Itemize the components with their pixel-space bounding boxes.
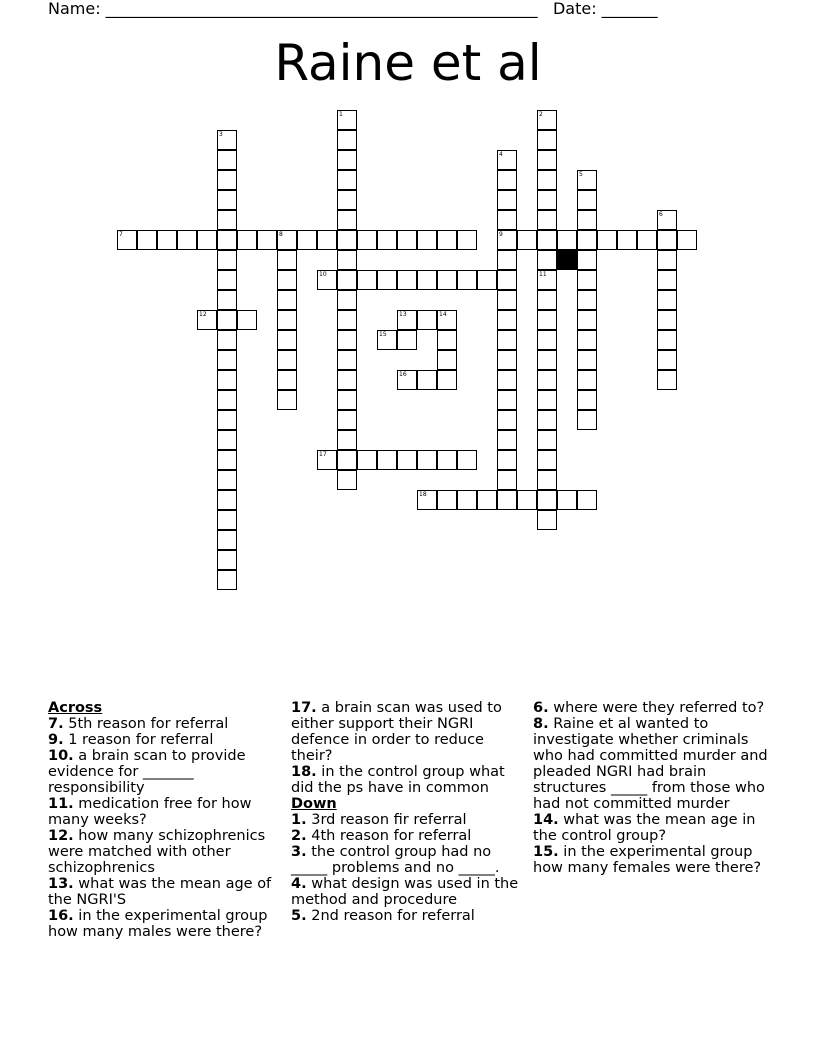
clue-text: 3rd reason fir referral bbox=[311, 812, 467, 828]
grid-cell[interactable] bbox=[257, 230, 277, 250]
grid-cell[interactable] bbox=[277, 310, 297, 330]
clue-number: 7. bbox=[48, 716, 64, 732]
clue-across-12 bbox=[48, 828, 276, 876]
grid-cell[interactable] bbox=[577, 310, 597, 330]
grid-cell[interactable] bbox=[397, 450, 417, 470]
cell-number: 18 bbox=[419, 491, 427, 498]
grid-cell[interactable] bbox=[417, 270, 437, 290]
grid-cell[interactable] bbox=[437, 350, 457, 370]
clue-down-15 bbox=[533, 844, 771, 876]
clues-column-3 bbox=[533, 700, 771, 876]
grid-cell[interactable] bbox=[277, 370, 297, 390]
grid-cell[interactable] bbox=[337, 370, 357, 390]
down-heading: Down bbox=[291, 796, 337, 812]
clue-text: Raine et al wanted to investigate whether criminals who had committed murder and pleaded NGRI had brain structures _____ from those who had not committed murder bbox=[533, 716, 768, 812]
grid-cell[interactable] bbox=[497, 350, 517, 370]
clues-column-1 bbox=[48, 700, 276, 940]
grid-cell[interactable] bbox=[237, 230, 257, 250]
cell-number: 7 bbox=[119, 231, 123, 238]
grid-cell[interactable] bbox=[497, 150, 517, 170]
grid-cell[interactable] bbox=[217, 510, 237, 530]
grid-cell[interactable] bbox=[277, 250, 297, 270]
grid-cell[interactable] bbox=[397, 270, 417, 290]
clue-number: 14. bbox=[533, 812, 559, 828]
grid-cell[interactable] bbox=[337, 130, 357, 150]
grid-cell[interactable] bbox=[337, 450, 357, 470]
grid-cell[interactable] bbox=[457, 490, 477, 510]
grid-cell[interactable] bbox=[537, 330, 557, 350]
clue-across-18 bbox=[291, 764, 519, 796]
grid-cell[interactable] bbox=[477, 490, 497, 510]
grid-cell[interactable] bbox=[377, 450, 397, 470]
grid-cell[interactable] bbox=[417, 490, 437, 510]
cell-number: 3 bbox=[219, 131, 223, 138]
grid-cell[interactable] bbox=[177, 230, 197, 250]
clue-across-11 bbox=[48, 796, 276, 828]
grid-cell[interactable] bbox=[577, 350, 597, 370]
clue-number: 11. bbox=[48, 796, 74, 812]
grid-cell[interactable] bbox=[497, 290, 517, 310]
cell-number: 16 bbox=[399, 371, 407, 378]
grid-cell[interactable] bbox=[157, 230, 177, 250]
grid-cell[interactable] bbox=[517, 490, 537, 510]
grid-cell[interactable] bbox=[197, 230, 217, 250]
cell-number: 11 bbox=[539, 271, 547, 278]
across-heading: Across bbox=[48, 700, 103, 716]
cell-number: 5 bbox=[579, 171, 583, 178]
grid-cell[interactable] bbox=[277, 230, 297, 250]
grid-cell[interactable] bbox=[217, 330, 237, 350]
grid-cell[interactable] bbox=[457, 450, 477, 470]
grid-cell[interactable] bbox=[317, 230, 337, 250]
grid-cell[interactable] bbox=[437, 310, 457, 330]
grid-cell[interactable] bbox=[417, 310, 437, 330]
grid-cell[interactable] bbox=[417, 450, 437, 470]
clue-across-13 bbox=[48, 876, 276, 908]
cell-number: 15 bbox=[379, 331, 387, 338]
grid-cell[interactable] bbox=[657, 350, 677, 370]
clue-down-3 bbox=[291, 844, 519, 876]
grid-cell[interactable] bbox=[457, 230, 477, 250]
grid-cell[interactable] bbox=[377, 330, 397, 350]
grid-cell[interactable] bbox=[497, 370, 517, 390]
grid-cell[interactable] bbox=[397, 330, 417, 350]
grid-cell[interactable] bbox=[577, 390, 597, 410]
clue-number: 9. bbox=[48, 732, 64, 748]
grid-cell[interactable] bbox=[397, 310, 417, 330]
clue-text: 4th reason for referral bbox=[311, 828, 472, 844]
grid-cell[interactable] bbox=[537, 170, 557, 190]
grid-cell[interactable] bbox=[337, 190, 357, 210]
grid-cell[interactable] bbox=[657, 250, 677, 270]
clue-down-14 bbox=[533, 812, 771, 844]
clues-column-2 bbox=[291, 700, 519, 924]
clue-text: what was the mean age in the control group? bbox=[533, 812, 756, 844]
grid-cell[interactable] bbox=[197, 310, 217, 330]
clue-number: 10. bbox=[48, 748, 74, 764]
grid-cell[interactable] bbox=[577, 290, 597, 310]
grid-cell[interactable] bbox=[377, 270, 397, 290]
grid-cell[interactable] bbox=[217, 170, 237, 190]
clue-number: 12. bbox=[48, 828, 74, 844]
clue-text: how many schizophrenics were matched with other schizophrenics bbox=[48, 828, 266, 876]
grid-cell[interactable] bbox=[217, 350, 237, 370]
grid-cell[interactable] bbox=[277, 390, 297, 410]
cell-number: 6 bbox=[659, 211, 663, 218]
grid-cell[interactable] bbox=[217, 470, 237, 490]
grid-cell[interactable] bbox=[537, 470, 557, 490]
grid-cell[interactable] bbox=[117, 230, 137, 250]
grid-cell[interactable] bbox=[217, 310, 237, 330]
grid-cell[interactable] bbox=[537, 390, 557, 410]
grid-cell[interactable] bbox=[497, 410, 517, 430]
grid-cell[interactable] bbox=[677, 230, 697, 250]
grid-cell[interactable] bbox=[337, 290, 357, 310]
grid-cell[interactable] bbox=[357, 450, 377, 470]
grid-cell[interactable] bbox=[497, 250, 517, 270]
clue-text: where were they referred to? bbox=[553, 700, 765, 716]
grid-cell[interactable] bbox=[657, 210, 677, 230]
grid-cell[interactable] bbox=[337, 410, 357, 430]
clue-text: what was the mean age of the NGRI'S bbox=[48, 876, 272, 908]
grid-cell[interactable] bbox=[417, 370, 437, 390]
grid-cell[interactable] bbox=[317, 270, 337, 290]
cell-number: 8 bbox=[279, 231, 283, 238]
clue-down-4 bbox=[291, 876, 519, 908]
grid-cell[interactable] bbox=[537, 270, 557, 290]
grid-cell[interactable] bbox=[337, 210, 357, 230]
grid-cell[interactable] bbox=[497, 430, 517, 450]
grid-cell[interactable] bbox=[657, 230, 677, 250]
name-field-label[interactable]: Name: ______________________________________________________ bbox=[48, 0, 538, 18]
grid-cell[interactable] bbox=[577, 330, 597, 350]
cell-number: 14 bbox=[439, 311, 447, 318]
grid-cell[interactable] bbox=[337, 230, 357, 250]
clue-text: 5th reason for referral bbox=[68, 716, 229, 732]
grid-cell[interactable] bbox=[217, 450, 237, 470]
grid-cell[interactable] bbox=[537, 370, 557, 390]
grid-cell[interactable] bbox=[537, 250, 557, 270]
grid-cell[interactable] bbox=[337, 250, 357, 270]
grid-cell[interactable] bbox=[577, 270, 597, 290]
clue-down-8 bbox=[533, 716, 771, 812]
clue-number: 4. bbox=[291, 876, 307, 892]
clue-text: what design was used in the method and procedure bbox=[291, 876, 519, 908]
clue-number: 1. bbox=[291, 812, 307, 828]
grid-cell[interactable] bbox=[537, 350, 557, 370]
grid-cell[interactable] bbox=[497, 390, 517, 410]
grid-cell[interactable] bbox=[497, 490, 517, 510]
grid-cell[interactable] bbox=[437, 370, 457, 390]
date-field-label[interactable]: Date: _______ bbox=[552, 0, 658, 18]
grid-cell[interactable] bbox=[557, 230, 577, 250]
grid-cell[interactable] bbox=[237, 310, 257, 330]
grid-cell[interactable] bbox=[577, 490, 597, 510]
clue-across-7 bbox=[48, 716, 276, 732]
grid-cell[interactable] bbox=[277, 350, 297, 370]
grid-cell[interactable] bbox=[537, 290, 557, 310]
grid-cell[interactable] bbox=[437, 450, 457, 470]
clue-number: 18. bbox=[291, 764, 317, 780]
grid-cell[interactable] bbox=[537, 190, 557, 210]
grid-cell[interactable] bbox=[537, 210, 557, 230]
clue-down-5 bbox=[291, 908, 519, 924]
grid-cell[interactable] bbox=[497, 450, 517, 470]
grid-cell[interactable] bbox=[537, 150, 557, 170]
clue-down-1 bbox=[291, 812, 519, 828]
grid-cell[interactable] bbox=[217, 210, 237, 230]
blocked-cell bbox=[557, 250, 577, 270]
grid-cell[interactable] bbox=[657, 310, 677, 330]
grid-cell[interactable] bbox=[597, 230, 617, 250]
grid-cell[interactable] bbox=[217, 490, 237, 510]
grid-cell[interactable] bbox=[497, 470, 517, 490]
grid-cell[interactable] bbox=[537, 310, 557, 330]
grid-cell[interactable] bbox=[277, 270, 297, 290]
grid-cell[interactable] bbox=[217, 410, 237, 430]
grid-cell[interactable] bbox=[517, 230, 537, 250]
cell-number: 10 bbox=[319, 271, 327, 278]
grid-cell[interactable] bbox=[537, 490, 557, 510]
grid-cell[interactable] bbox=[537, 510, 557, 530]
grid-cell[interactable] bbox=[577, 370, 597, 390]
clue-across-16 bbox=[48, 908, 276, 940]
grid-cell[interactable] bbox=[337, 470, 357, 490]
cell-number: 13 bbox=[399, 311, 407, 318]
grid-cell[interactable] bbox=[337, 170, 357, 190]
grid-cell[interactable] bbox=[577, 230, 597, 250]
grid-cell[interactable] bbox=[577, 250, 597, 270]
clue-across-9 bbox=[48, 732, 276, 748]
clue-down-2 bbox=[291, 828, 519, 844]
grid-cell[interactable] bbox=[437, 330, 457, 350]
clue-number: 6. bbox=[533, 700, 549, 716]
grid-cell[interactable] bbox=[617, 230, 637, 250]
grid-cell[interactable] bbox=[497, 270, 517, 290]
grid-cell[interactable] bbox=[137, 230, 157, 250]
grid-cell[interactable] bbox=[577, 190, 597, 210]
grid-cell[interactable] bbox=[277, 290, 297, 310]
clue-text: medication free for how many weeks? bbox=[48, 796, 252, 828]
grid-cell[interactable] bbox=[537, 230, 557, 250]
grid-cell[interactable] bbox=[297, 230, 317, 250]
grid-cell[interactable] bbox=[577, 410, 597, 430]
cell-number: 4 bbox=[499, 151, 503, 158]
grid-cell[interactable] bbox=[357, 230, 377, 250]
grid-cell[interactable] bbox=[377, 230, 397, 250]
clue-number: 5. bbox=[291, 908, 307, 924]
grid-cell[interactable] bbox=[217, 250, 237, 270]
cell-number: 2 bbox=[539, 111, 543, 118]
clue-text: 1 reason for referral bbox=[68, 732, 214, 748]
clue-text: in the experimental group how many males were there? bbox=[48, 908, 268, 940]
grid-cell[interactable] bbox=[537, 410, 557, 430]
grid-cell[interactable] bbox=[337, 350, 357, 370]
grid-cell[interactable] bbox=[437, 490, 457, 510]
grid-cell[interactable] bbox=[437, 270, 457, 290]
grid-cell[interactable] bbox=[397, 230, 417, 250]
grid-cell[interactable] bbox=[217, 230, 237, 250]
grid-cell[interactable] bbox=[537, 450, 557, 470]
grid-cell[interactable] bbox=[537, 430, 557, 450]
clue-across-17 bbox=[291, 700, 519, 764]
grid-cell[interactable] bbox=[497, 230, 517, 250]
grid-cell[interactable] bbox=[657, 330, 677, 350]
clue-number: 2. bbox=[291, 828, 307, 844]
grid-cell[interactable] bbox=[217, 190, 237, 210]
grid-cell[interactable] bbox=[277, 330, 297, 350]
grid-cell[interactable] bbox=[217, 150, 237, 170]
grid-cell[interactable] bbox=[477, 270, 497, 290]
clue-number: 13. bbox=[48, 876, 74, 892]
clue-text: in the control group what did the ps have in common bbox=[291, 764, 505, 796]
cell-number: 12 bbox=[199, 311, 207, 318]
clue-number: 3. bbox=[291, 844, 307, 860]
clue-text: a brain scan to provide evidence for _______ responsibility bbox=[48, 748, 246, 796]
grid-cell[interactable] bbox=[337, 110, 357, 130]
clue-text: in the experimental group how many females were there? bbox=[533, 844, 762, 876]
grid-cell[interactable] bbox=[637, 230, 657, 250]
grid-cell[interactable] bbox=[337, 270, 357, 290]
puzzle-title: Raine et al bbox=[274, 34, 542, 92]
grid-cell[interactable] bbox=[337, 430, 357, 450]
grid-cell[interactable] bbox=[217, 430, 237, 450]
grid-cell[interactable] bbox=[217, 570, 237, 590]
grid-cell[interactable] bbox=[337, 310, 357, 330]
clue-across-10 bbox=[48, 748, 276, 796]
grid-cell[interactable] bbox=[657, 270, 677, 290]
clue-number: 16. bbox=[48, 908, 74, 924]
grid-cell[interactable] bbox=[577, 170, 597, 190]
clue-text: a brain scan was used to either support their NGRI defence in order to reduce their? bbox=[291, 700, 502, 764]
cell-number: 1 bbox=[339, 111, 343, 118]
grid-cell[interactable] bbox=[657, 290, 677, 310]
grid-cell[interactable] bbox=[337, 330, 357, 350]
grid-cell[interactable] bbox=[357, 270, 377, 290]
clue-text: the control group had no _____ problems and no _____. bbox=[291, 844, 500, 876]
grid-cell[interactable] bbox=[437, 230, 457, 250]
grid-cell[interactable] bbox=[217, 290, 237, 310]
grid-cell[interactable] bbox=[557, 490, 577, 510]
grid-cell[interactable] bbox=[217, 370, 237, 390]
grid-cell[interactable] bbox=[217, 550, 237, 570]
grid-cell[interactable] bbox=[537, 130, 557, 150]
grid-cell[interactable] bbox=[657, 370, 677, 390]
grid-cell[interactable] bbox=[577, 210, 597, 230]
grid-cell[interactable] bbox=[337, 150, 357, 170]
grid-cell[interactable] bbox=[217, 270, 237, 290]
grid-cell[interactable] bbox=[217, 390, 237, 410]
grid-cell[interactable] bbox=[497, 330, 517, 350]
grid-cell[interactable] bbox=[317, 450, 337, 470]
grid-cell[interactable] bbox=[497, 170, 517, 190]
cell-number: 17 bbox=[319, 451, 327, 458]
cell-number: 9 bbox=[499, 231, 503, 238]
grid-cell[interactable] bbox=[397, 370, 417, 390]
grid-cell[interactable] bbox=[217, 530, 237, 550]
clue-number: 15. bbox=[533, 844, 559, 860]
grid-cell[interactable] bbox=[217, 130, 237, 150]
grid-cell[interactable] bbox=[537, 110, 557, 130]
grid-cell[interactable] bbox=[417, 230, 437, 250]
clue-number: 8. bbox=[533, 716, 549, 732]
grid-cell[interactable] bbox=[457, 270, 477, 290]
grid-cell[interactable] bbox=[337, 390, 357, 410]
grid-cell[interactable] bbox=[497, 210, 517, 230]
clue-down-6 bbox=[533, 700, 771, 716]
clue-number: 17. bbox=[291, 700, 317, 716]
grid-cell[interactable] bbox=[497, 190, 517, 210]
clue-text: 2nd reason for referral bbox=[311, 908, 475, 924]
grid-cell[interactable] bbox=[497, 310, 517, 330]
